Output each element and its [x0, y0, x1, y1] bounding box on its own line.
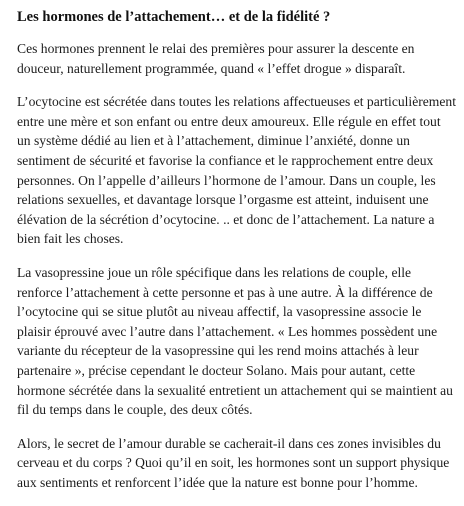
- paragraph-vasopressine: La vasopressine joue un rôle spécifique dans les relations de couple, elle renforce l’attachement à cette personne et pas à une autre. À la différence de l’ocytocine qui se situe plutôt au niveau affectif, la vasopressine associe le plaisir éprouvé avec l’autre dans l’attachement. « Les hommes possèdent une variante du récepteur de la vasopressine qui les rend moins attachés à leur partenaire », précise cependant le docteur Solano. Mais pour autant, cette hormone sécrétée dans la sexualité entretient un attachement qui se maintient au fil du temps dans le couple, des deux côtés.: [17, 264, 453, 418]
- article-section: [17, 8, 457, 506]
- section-heading: Les hormones de l’attachement… et de la fidélité ?: [17, 9, 331, 25]
- paragraph-intro: Ces hormones prennent le relai des premières pour assurer la descente en douceur, naturellement programmée, quand « l’effet drogue » disparaît.: [17, 41, 415, 76]
- paragraph-ocytocine: L’ocytocine est sécrétée dans toutes les relations affectueuses et particulièrement entre une mère et son enfant ou entre deux amoureux. Elle régule en effet tout un système dédié au lien et à l’attachement, diminue l’anxiété, donne un sentiment de sécurité et favorise la confiance et le rapprochement entre deux personnes. On l’appelle d’ailleurs l’hormone de l’amour. Dans un couple, les relations sexuelles, et davantage lorsque l’orgasme est atteint, induisent une élévation de la sécrétion d’ocytocine. .. et donc de l’attachement. La nature a bien fait les choses.: [17, 94, 456, 247]
- paragraph-conclusion: Alors, le secret de l’amour durable se cacherait-il dans ces zones invisibles du cerveau et du corps ? Quoi qu’il en soit, les hormones sont un support physique aux sentiments et renforcent l’idée que la nature est bonne pour l’homme.: [17, 435, 450, 490]
